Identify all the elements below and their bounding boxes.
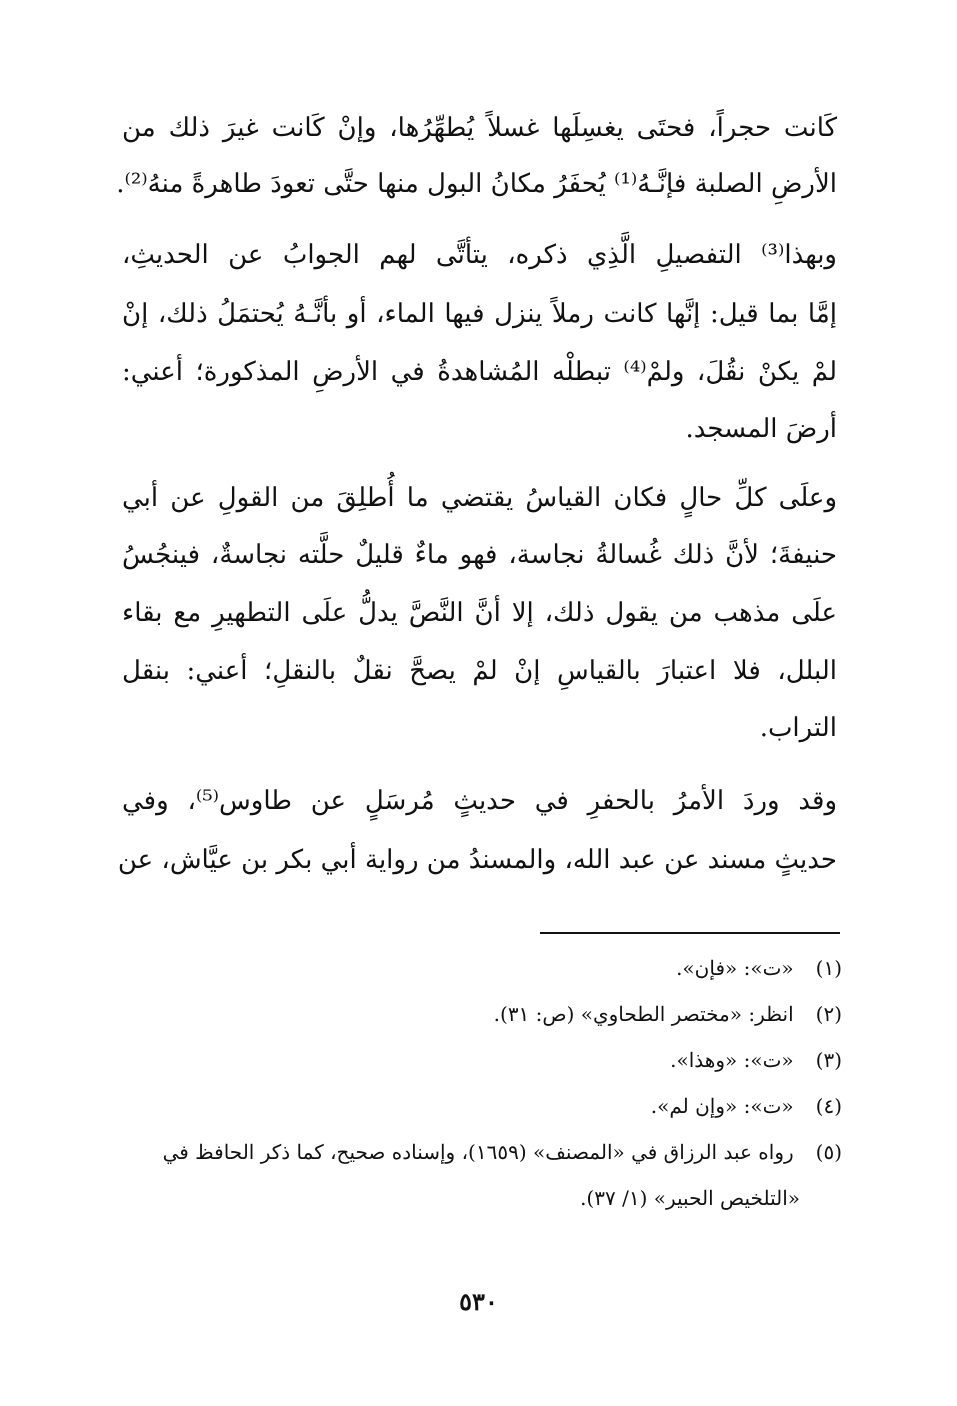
footnote: [670, 1047, 842, 1073]
text-line: وبهذا⁽³⁾ التفصيلِ الَّذِي ذكره، يتأتَّى لهم الجوابُ عن الحديثِ،: [122, 240, 837, 270]
footnote-continuation: «التلخيص الحبير» (١/ ٣٧).: [580, 1186, 800, 1210]
footnote-text: «ت»: «فإن».: [676, 956, 794, 980]
footnote: [651, 1093, 842, 1119]
footnote-separator: [540, 932, 840, 934]
footnote-number: (٥): [815, 1140, 842, 1164]
text-line: الأرضِ الصلبة فإنَّـهُ⁽¹⁾ يُحفَرُ مكانُ البول منها حتَّى تعودَ طاهرةً منهُ⁽²⁾.: [116, 169, 837, 199]
footnote-text: «ت»: «وهذا».: [670, 1048, 794, 1072]
footnote: [163, 1139, 842, 1165]
text-line: إمَّا بما قيل: إنَّها كانت رملاً ينزل فيها الماء، أو بأنَّـهُ يُحتمَلُ ذلك، إنْ: [122, 299, 837, 329]
footnote-number: (٤): [815, 1094, 842, 1118]
text-line: كَانت حجراً، فحتَى يغسِلَها غسلاً يُطهِّرُها، وإنْ كَانت غيرَ ذلك من: [122, 113, 837, 143]
text-line: وعلَى كلِّ حالٍ فكان القياسُ يقتضي ما أُطلِقَ من القولِ عن أبي: [122, 483, 837, 513]
footnote-number: (١): [815, 956, 842, 980]
text-line: وقد وردَ الأمرُ بالحفرِ في حديثٍ مُرسَلٍ عن طاوس⁽⁵⁾، وفي: [122, 786, 837, 816]
footnote: [676, 955, 842, 981]
footnote-number: (٣): [815, 1048, 842, 1072]
footnote-text: انظر: «مختصر الطحاوي» (ص: ٣١).: [493, 1002, 794, 1026]
text-line: أرضَ المسجد.: [685, 414, 837, 444]
text-line: البلل، فلا اعتبارَ بالقياسِ إنْ لمْ يصحَّ نقلٌ بالنقلِ؛ أعني: بنقل: [122, 656, 837, 686]
text-line: لمْ يكنْ نقُلَ، ولمْ⁽⁴⁾ تبطلْه المُشاهدةُ في الأرضِ المذكورة؛ أعني:: [122, 357, 838, 387]
text-line: علَى مذهب من يقول ذلك، إلا أنَّ النَّصَّ يدلُّ علَى التطهيرِ مع بقاء: [122, 598, 837, 628]
text-line: حديثٍ مسند عن عبد الله، والمسندُ من رواية أبي بكر بن عيَّاش، عن: [117, 845, 837, 875]
footnote-text: «ت»: «وإن لم».: [650, 1094, 794, 1118]
text-line: حنيفةَ؛ لأنَّ ذلك غُسالةُ نجاسة، فهو ماءٌ قليلٌ حلَّته نجاسةٌ، فينجُسُ: [122, 540, 837, 570]
page-number: ٥٣٠: [459, 1287, 498, 1316]
text-line: التراب.: [759, 713, 837, 743]
footnote-text: رواه عبد الرزاق في «المصنف» (١٦٥٩)، وإسناده صحيح، كما ذكر الحافظ في: [162, 1140, 794, 1164]
footnote: [494, 1001, 842, 1027]
footnote-number: (٢): [815, 1002, 842, 1026]
